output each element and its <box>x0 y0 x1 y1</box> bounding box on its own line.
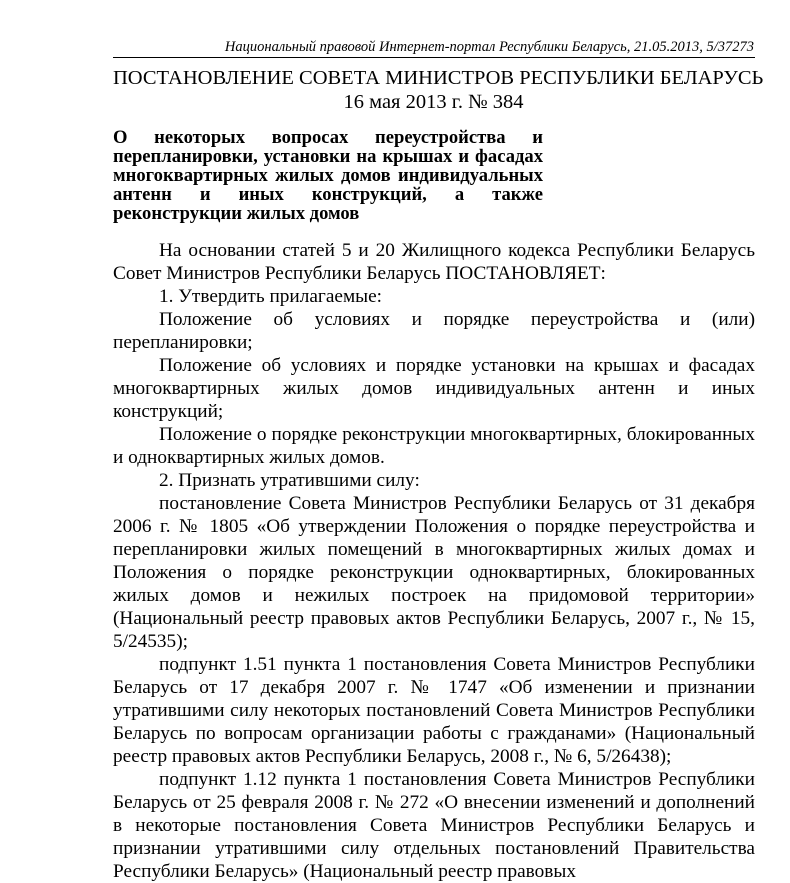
title-date-number: 16 мая 2013 г. № 384 <box>343 91 524 113</box>
document-subject: О некоторых вопросах переустройства и перепланировки, установки на крышах и фасадах многоквартирных жилых домов индивидуальных антенн и иных конструкций, а также реконструкции жилых домов <box>113 127 543 224</box>
paragraph: Положение об условиях и порядке установки на крышах и фасадах многоквартирных жилых домов индивидуальных антенн и иных конструкций; <box>113 355 755 422</box>
header-divider <box>113 57 755 58</box>
paragraph: подпункт 1.51 пункта 1 постановления Совета Министров Республики Беларусь от 17 декабря 2007 г. № 1747 «Об изменении и признании утратившими силу некоторых постановлений Совета Министров Республики Беларусь по вопросам организации работы с гражданами» (Национальный реестр правовых актов Республики Беларусь, 2008 г., № 6, 5/26438); <box>113 654 755 767</box>
paragraph: 2. Признать утратившими силу: <box>159 470 420 491</box>
paragraph: постановление Совета Министров Республики Беларусь от 31 декабря 2006 г. № 1805 «Об утверждении Положения о порядке переустройства и перепланировки жилых помещений в многоквартирных жилых домах и Положения о порядке реконструкции одноквартирных, блокированных жилых домов и нежилых построек на придомовой территории» (Национальный реестр правовых актов Республики Беларусь, 2007 г., № 15, 5/24535); <box>113 493 755 652</box>
paragraph: На основании статей 5 и 20 Жилищного кодекса Республики Беларусь Совет Министров Республики Беларусь ПОСТАНОВЛЯЕТ: <box>113 240 755 284</box>
document-title <box>113 66 764 114</box>
title-line: ПОСТАНОВЛЕНИЕ СОВЕТА МИНИСТРОВ РЕСПУБЛИКИ БЕЛАРУСЬ <box>113 67 764 89</box>
paragraph: 1. Утвердить прилагаемые: <box>159 286 383 307</box>
paragraph: Положение об условиях и порядке переустройства и (или) перепланировки; <box>113 309 755 353</box>
paragraph: подпункт 1.12 пункта 1 постановления Совета Министров Республики Беларусь от 25 февраля 2008 г. № 272 «О внесении изменений и дополнений в некоторые постановления Совета Министров Республики Беларусь и признании утратившими силу отдельных постановлений Правительства Республики Беларусь» (Национальный реестр правовых <box>113 769 755 882</box>
portal-header: Национальный правовой Интернет-портал Республики Беларусь, 21.05.2013, 5/37273 <box>224 39 754 55</box>
document-body <box>113 239 755 883</box>
paragraph: Положение о порядке реконструкции многоквартирных, блокированных и одноквартирных жилых домов. <box>113 424 755 468</box>
